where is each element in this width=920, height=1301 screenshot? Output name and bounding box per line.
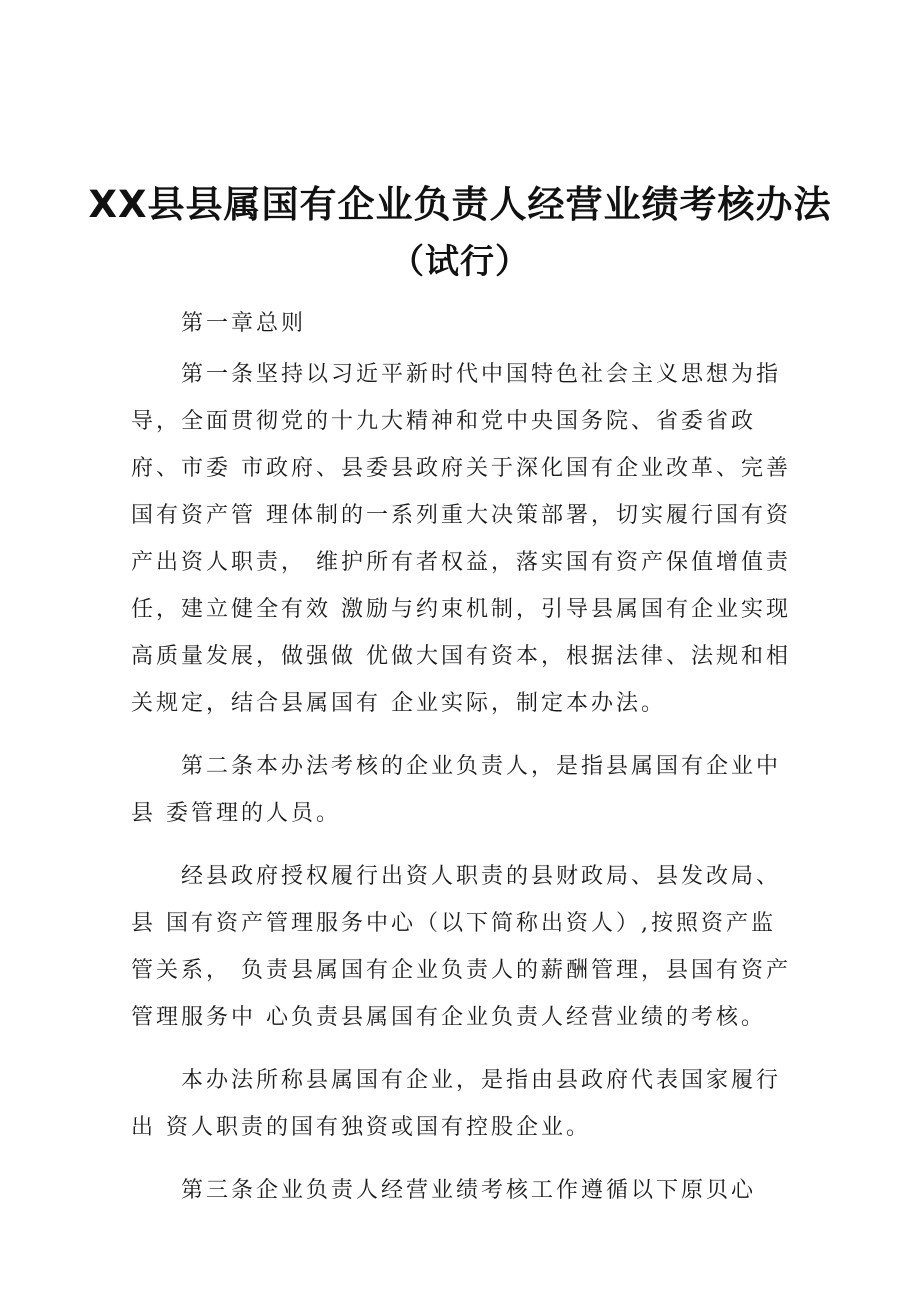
document-title: XX县县属国有企业负责人经营业绩考核办法 [88, 183, 832, 226]
document-body [131, 300, 796, 1214]
article-3-paragraph: 第三条企业负责人经营业绩考核工作遵循以下原贝心 [181, 1178, 757, 1203]
state-enterprise-definition-paragraph: 本办法所称县属国有企业，是指由县政府代表国家履行出 资人职责的国有独资或国有控股企业。 [131, 1068, 782, 1140]
investor-paragraph: 经县政府授权履行出资人职责的县财政局、县发改局、县 国有资产管理服务中心（以下简称出资人）,按照资产监管关系， 负责县属国有企业负责人的薪酬管理，县国有资产管理服务中 心负责县属国有企业负责人经营业绩的考核。 [131, 864, 791, 1030]
chapter-heading: 第一章总则 [181, 311, 307, 336]
document-subtitle: （试行） [390, 242, 530, 282]
article-1-paragraph: 第一条坚持以习近平新时代中国特色社会主义思想为指导，全面贯彻党的十九大精神和党中央国务院、省委省政府、市委 市政府、县委县政府关于深化国有企业改革、完善国有资产管 理体制的一系列重大决策部署，切实履行国有资产出资人职责， 维护所有者权益，落实国有资产保值增值责任，建立健全有效 激励与约束机制，引导县属国有企业实现高质量发展，做强做 优做大国有资本，根据法律、法规和相关规定，结合县属国有 企业实际，制定本办法。 [131, 362, 791, 716]
article-2-paragraph: 第二条本办法考核的企业负责人，是指县属国有企业中县 委管理的人员。 [131, 754, 782, 826]
